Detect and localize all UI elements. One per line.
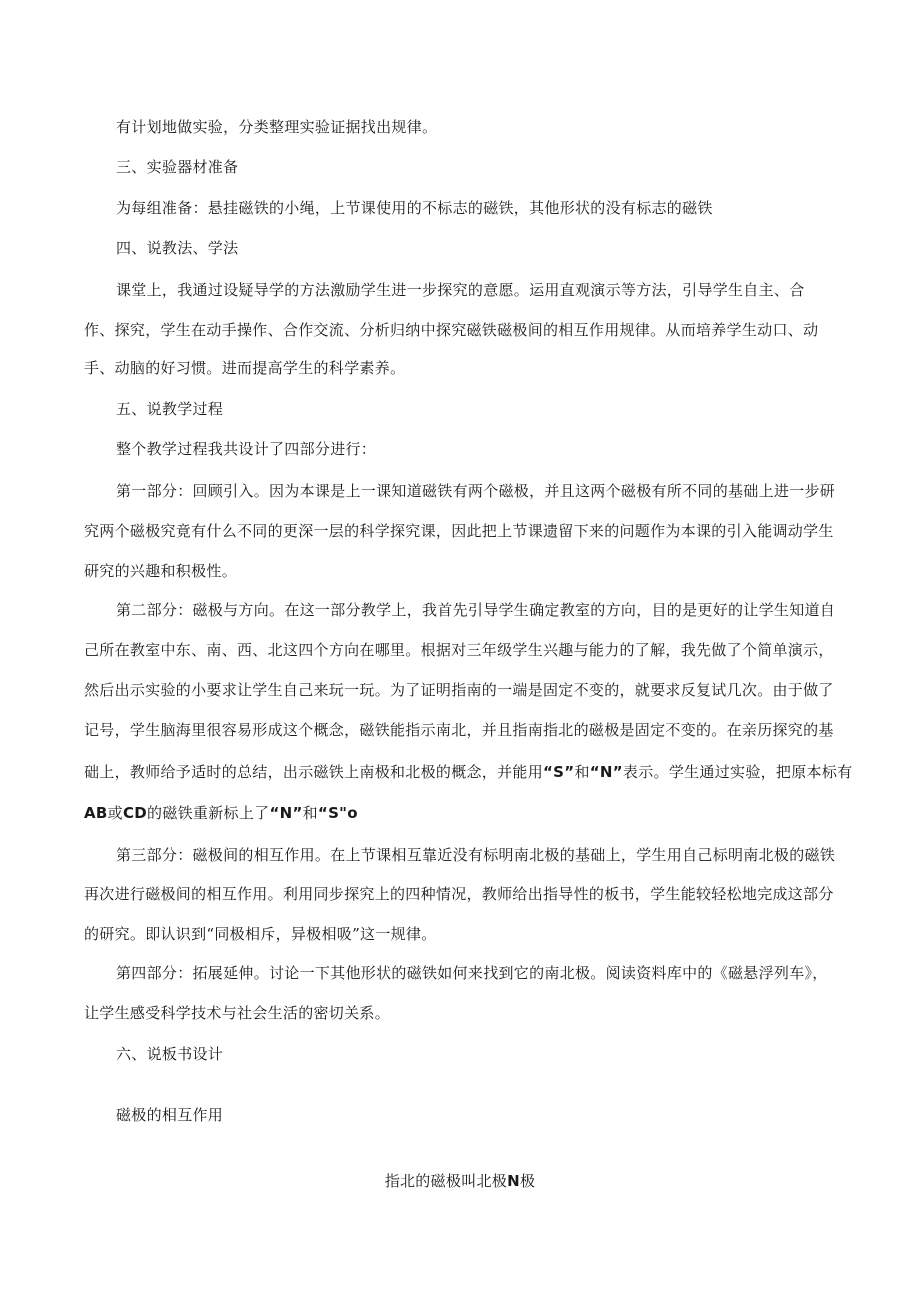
paragraph-line: 究两个磁极究竟有什么不同的更深一层的科学探究课，因此把上节课遗留下来的问题作为本课的引入能调动学生 (84, 522, 834, 540)
paragraph-line: 第三部分：磁极间的相互作用。在上节课相互靠近没有标明南北极的基础上，学生用自己标明南北极的磁铁 (116, 846, 836, 864)
section-heading-methods: 四、说教法、学法 (116, 239, 239, 257)
paragraph-line (84, 762, 853, 782)
board-line (0, 1171, 920, 1191)
symbol-n: “N” (589, 763, 623, 781)
paragraph-line: 第二部分：磁极与方向。在这一部分教学上，我首先引导学生确定教室的方向，目的是更好的让学生知道自 (116, 601, 836, 619)
board-title: 磁极的相互作用 (116, 1106, 224, 1124)
paragraph-line: 课堂上，我通过设疑导学的方法激励学生进一步探究的意愿。运用直观演示等方法，引导学生自主、合 (116, 281, 805, 299)
paragraph-line: 研究的兴趣和积极性。 (84, 562, 238, 580)
paragraph-line: 记号，学生脑海里很容易形成这个概念，磁铁能指示南北，并且指南指北的磁极是固定不变的。在亲历探究的基 (84, 721, 834, 739)
line-text: 指北的磁极叫北极 (384, 1172, 508, 1190)
paragraph-line: 第四部分：拓展延伸。讨论一下其他形状的磁铁如何来找到它的南北极。阅读资料库中的《磁悬浮列车》， (116, 964, 828, 982)
paragraph-line: 整个教学过程我共设计了四部分进行： (116, 440, 377, 458)
paragraph-line: 为每组准备：悬挂磁铁的小绳，上节课使用的不标志的磁铁，其他形状的没有标志的磁铁 (116, 199, 713, 217)
paragraph-line: 然后出示实验的小要求让学生自己来玩一玩。为了证明指南的一端是固定不变的，就要求反复试几次。由于做了 (84, 681, 834, 699)
paragraph-line: 己所在教室中东、南、西、北这四个方向在哪里。根据对三年级学生兴趣与能力的了解，我先做了个简单演示， (84, 641, 834, 659)
line-text: 和 (302, 804, 318, 822)
section-heading-materials: 三、实验器材准备 (116, 158, 239, 176)
symbol-n: N (507, 1172, 520, 1190)
label-ab: AB (84, 804, 108, 822)
line-text: 或 (107, 804, 123, 822)
paragraph-line: 作、探究，学生在动手操作、合作交流、分析归纳中探究磁铁磁极间的相互作用规律。从而培养学生动口、动 (84, 321, 819, 339)
paragraph-line (84, 803, 844, 823)
section-heading-board: 六、说板书设计 (116, 1045, 224, 1063)
paragraph-line: 的研究。即认识到“同极相斥，异极相吸”这一规律。 (84, 925, 437, 943)
paragraph-line: 手、动脑的好习惯。进而提高学生的科学素养。 (84, 359, 406, 377)
line-text: 极 (519, 1172, 536, 1190)
line-text: 的磁铁重新标上了 (147, 804, 270, 822)
line-text: 础上，教师给予适时的总结，出示磁铁上南极和北极的概念，并能用 (84, 763, 544, 781)
paragraph-line: 第一部分：回顾引入。因为本课是上一课知道磁铁有两个磁极，并且这两个磁极有所不同的基础上进一步研 (116, 482, 836, 500)
line-text: 和 (574, 763, 590, 781)
symbol-n: “N” (269, 804, 303, 822)
section-heading-process: 五、说教学过程 (116, 400, 224, 418)
label-cd: CD (122, 804, 148, 822)
symbol-s: “S” (543, 763, 575, 781)
symbol-s: “S"o (317, 804, 358, 822)
line-text: 表示。学生通过实验，把原本标有 (622, 763, 853, 781)
paragraph-line: 有计划地做实验，分类整理实验证据找出规律。 (116, 118, 438, 136)
paragraph-line: 让学生感受科学技术与社会生活的密切关系。 (84, 1004, 391, 1022)
paragraph-line: 再次进行磁极间的相互作用。利用同步探究上的四种情况，教师给出指导性的板书，学生能较轻松地完成这部分 (84, 885, 834, 903)
